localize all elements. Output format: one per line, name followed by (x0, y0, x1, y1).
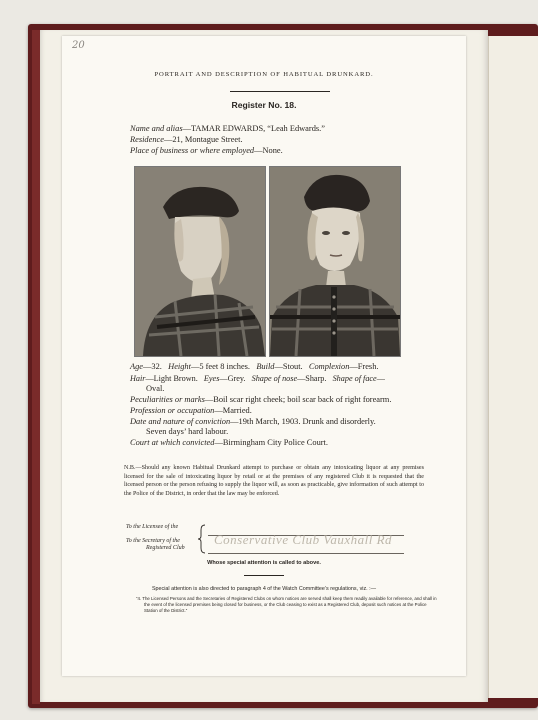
profile-portrait-image (135, 167, 265, 356)
profile-portrait-photo (134, 166, 266, 357)
marks-field (130, 395, 391, 404)
heading-rule (230, 91, 330, 92)
notice-paragraph: N.B.—Should any known Habitual Drunkard attempt to purchase or obtain any intoxicating liquor at any premises licensed for the sale of intoxicating liquor by retail or at the premises of any registered Club it is requested that the licensed person or the person refusing to supply the liquor will, as soon as practicable, give information of such attempt to the Police of the District, in order that the law may be enforced. (124, 465, 424, 497)
residence-label: Residence (130, 135, 164, 144)
divider-rule (244, 575, 284, 576)
name-field (130, 124, 325, 133)
secretary-label: To the Secretary of the (126, 538, 180, 544)
name-label: Name and alias (130, 124, 183, 133)
nose-label: Shape of nose (251, 374, 298, 383)
age-label: Age (130, 362, 144, 371)
profession-value: —Married. (214, 406, 252, 415)
secretary-line (208, 553, 404, 554)
eyes-label: Eyes (203, 374, 220, 383)
age-value: —32. (143, 362, 162, 371)
face-value-continued: Oval. (146, 384, 165, 393)
pencil-page-number: 20 (72, 40, 85, 51)
sheet-heading: PORTRAIT AND DESCRIPTION OF HABITUAL DRUNKARD. (154, 71, 374, 78)
description-row-2 (130, 374, 385, 383)
licensee-label: To the Licensee of the (126, 524, 179, 530)
height-label: Height (168, 362, 191, 371)
front-portrait-photo (269, 166, 401, 357)
conviction-value: —19th March, 1903. Drunk and disorderly. (230, 417, 376, 426)
marks-value: —Boil scar right cheek; boil scar back of right forearm. (204, 395, 392, 404)
marks-label: Peculiarities or marks (130, 395, 205, 404)
complexion-label: Complexion (308, 362, 350, 371)
court-value: —Birmingham City Police Court. (214, 438, 328, 447)
complexion-value: —Fresh. (349, 362, 379, 371)
court-label: Court at which convicted (130, 438, 215, 447)
registered-club-label: Registered Club (146, 545, 185, 551)
eyes-value: —Grey. (219, 374, 246, 383)
name-value: —TAMAR EDWARDS, “Leah Edwards.” (182, 124, 325, 133)
business-label: Place of business or where employed (130, 146, 255, 155)
conviction-field (130, 417, 376, 426)
face-value: — (376, 374, 385, 383)
face-label: Shape of face (332, 374, 377, 383)
attention-line: Whose special attention is called to above. (207, 560, 321, 566)
build-value: —Stout. (274, 362, 303, 371)
court-field (130, 438, 328, 447)
regulation-quote: “4. The Licensed Persons and the Secretaries of Registered Clubs on whom notices are served shall keep them readily available for reference, and shall in the event of the licensed premises being closed for business, or the Club ceasing to exist as a Registered Club, deposit such notices at the Police Station of the District.” (136, 596, 437, 614)
business-value: —None. (254, 146, 283, 155)
conviction-value-continued: Seven days’ hard labour. (146, 427, 229, 436)
book-spine-edge (32, 30, 40, 704)
register-number: Register No. 18. (231, 100, 297, 110)
front-portrait-image (270, 167, 400, 356)
hair-label: Hair (130, 374, 146, 383)
residence-value: —21, Montague Street. (163, 135, 243, 144)
adjacent-page (488, 36, 538, 698)
profession-field (130, 406, 252, 415)
hair-value: —Light Brown. (145, 374, 198, 383)
business-field (130, 146, 283, 155)
nose-value: —Sharp. (297, 374, 327, 383)
height-value: —5 feet 8 inches. (190, 362, 251, 371)
profession-label: Profession or occupation (130, 406, 215, 415)
special-attention-line: Special attention is also directed to paragraph 4 of the Watch Committee’s regulations, viz. :— (151, 586, 377, 592)
description-row-1 (130, 362, 378, 371)
conviction-label: Date and nature of conviction (130, 417, 231, 426)
brace-icon (198, 524, 206, 554)
residence-field (130, 135, 243, 144)
build-label: Build (256, 362, 275, 371)
handwritten-club-name: Conservative Club Vauxhall Rd (214, 532, 393, 547)
